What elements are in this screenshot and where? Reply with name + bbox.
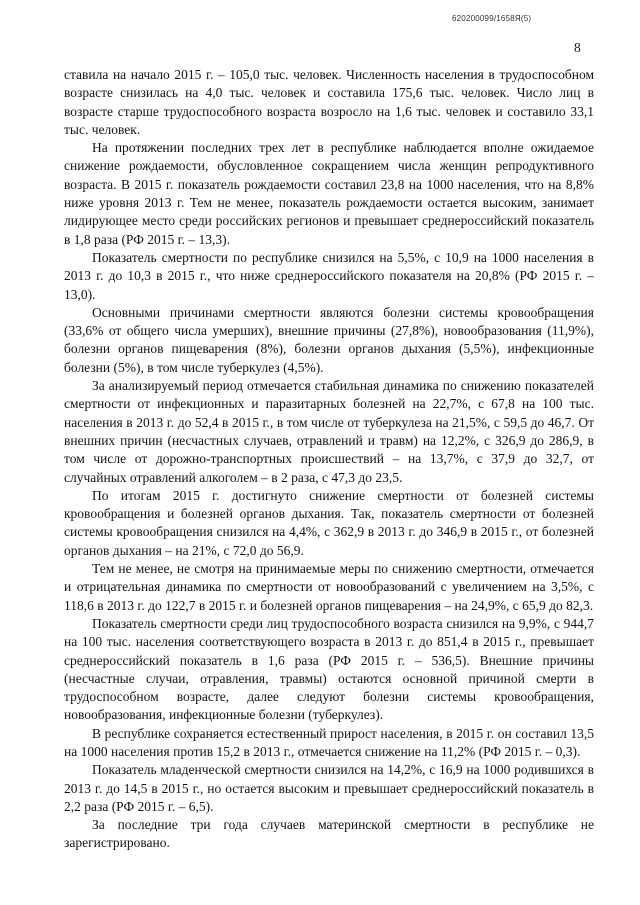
paragraph-continuation: ставила на начало 2015 г. – 105,0 тыс. человек. Численность населения в трудоспособном возрасте снизилась на 4,0 тыс. человек и составила 175,6 тыс. человек. Число лиц в возрасте старше трудоспособного возраста возросло на 1,6 тыс. человек и составило 33,1 тыс. человек.: [64, 67, 594, 137]
paragraph-maternal-mortality: За последние три года случаев материнской смертности в республике не зарегистрировано.: [64, 817, 594, 851]
paragraph-birth-rate: На протяжении последних трех лет в республике наблюдается вполне ожидаемое снижение рождаемости, обусловленное сокращением числа женщин репродуктивного возраста. В 2015 г. показатель рождаемости составил 23,8 на 1000 населения, что на 8,8% ниже уровня 2013 г. Тем не менее, показатель рождаемости остается высоким, занимает лидирующее место среди российских регионов и превышает среднероссийский показатель в 1,8 раза (РФ 2015 г. – 13,3).: [64, 140, 594, 247]
paragraph-infant-mortality: Показатель младенческой смертности снизился на 14,2%, с 16,9 на 1000 родившихся в 2013 г. до 14,5 в 2015 г., но остается высоким и превышает среднероссийский показатель в 2,2 раза (РФ 2015 г. – 6,5).: [64, 762, 594, 814]
paragraph-neoplasms: Тем не менее, не смотря на принимаемые меры по снижению смертности, отмечается и отрицательная динамика по смертности от новообразований с увеличением на 3,5%, с 118,6 в 2013 г. до 122,7 в 2015 г. и болезней органов пищеварения – на 24,9%, с 65,9 до 82,3.: [64, 561, 594, 613]
paragraph-infectious-mortality: За анализируемый период отмечается стабильная динамика по снижению показателей смертности от инфекционных и паразитарных болезней на 22,7%, с 67,8 на 100 тыс. населения в 2013 г. до 52,4 в 2015 г., в том числе от туберкулеза на 21,5%, с 59,5 до 46,7. От внешних причин (несчастных случаев, отравлений и травм) на 12,2%, с 326,9 до 286,9, в том числе от дорожно-транспортных происшествий – на 13,7%, с 37,9 до 32,7, от случайных отравлений алкоголем – в 2 раза, с 47,3 до 23,5.: [64, 378, 594, 485]
paragraph-circulatory-respiratory: По итогам 2015 г. достигнуто снижение смертности от болезней системы кровообращения и болезней органов дыхания. Так, показатель смертности от болезней системы кровообращения снизился на 4,4%, с 362,9 в 2013 г. до 346,9 в 2015 г., от болезней органов дыхания – на 21%, с 72,0 до 56,9.: [64, 487, 594, 558]
document-id: 620200099/1658Я(5): [452, 14, 532, 23]
paragraph-causes-of-death: Основными причинами смертности являются болезни системы кровообращения (33,6% от общего числа умерших), внешние причины (27,8%), новообразования (11,9%), болезни органов пищеварения (8%), болезни органов дыхания (5,5%), инфекционные болезни (5%), в том числе туберкулез (4,5%).: [64, 304, 594, 375]
paragraph-natural-growth: В республике сохраняется естественный прирост населения, в 2015 г. он составил 13,5 на 1000 населения против 15,2 в 2013 г., отмечается снижение на 11,2% (РФ 2015 г. – 0,3).: [64, 725, 594, 759]
paragraph-working-age-mortality: Показатель смертности среди лиц трудоспособного возраста снизился на 9,9%, с 944,7 на 100 тыс. населения соответствующего возраста в 2013 г. до 851,4 в 2015 г., превышает среднероссийский показатель в 1,6 раза (РФ 2015 г. – 536,5). Внешние причины (несчастные случаи, отравления, травмы) остаются основной причиной смерти в трудоспособном возрасте, далее следуют болезни системы кровообращения, новообразования, инфекционные болезни (туберкулез).: [64, 615, 594, 723]
paragraph-mortality-rate: Показатель смертности по республике снизился на 5,5%, с 10,9 на 1000 населения в 2013 г. до 10,3 в 2015 г., что ниже среднероссийского показателя на 20,8% (РФ 2015 г. – 13,0).: [64, 249, 594, 302]
page-number: 8: [574, 40, 581, 55]
body-text: [64, 66, 594, 853]
